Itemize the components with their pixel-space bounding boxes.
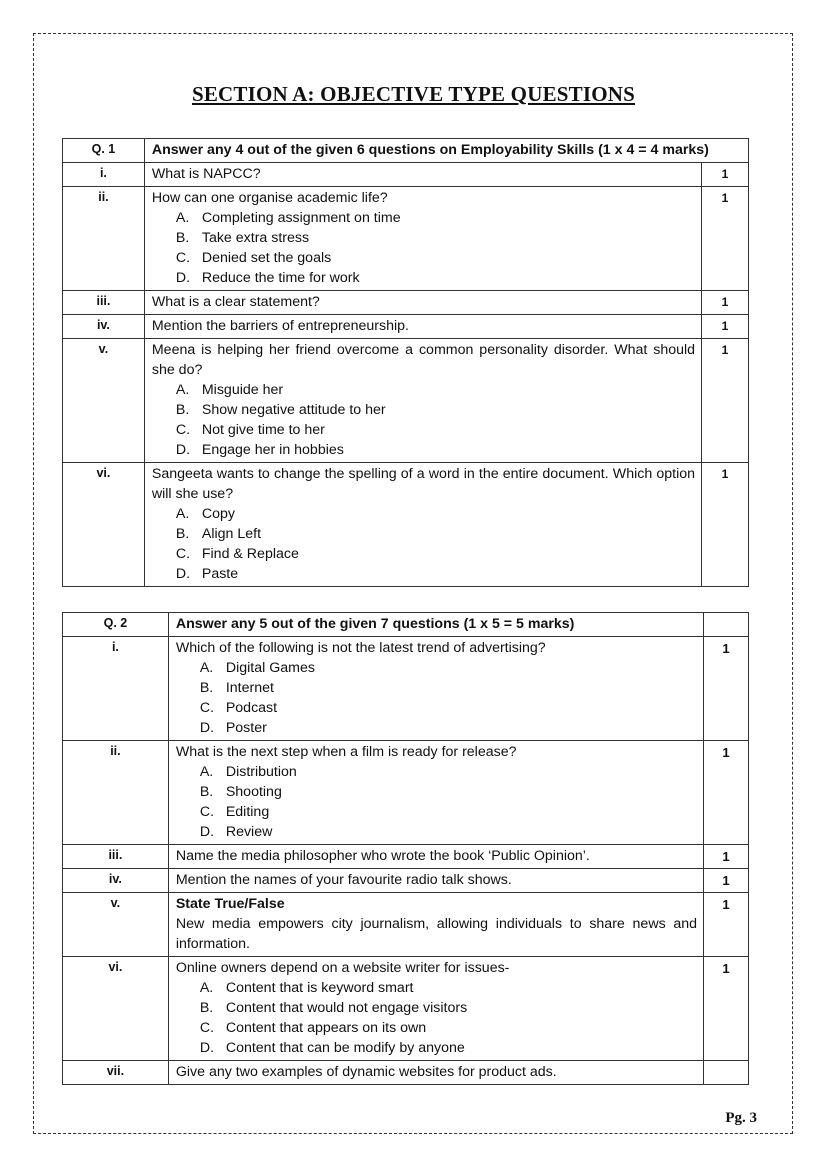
option-text: Distribution [225,764,297,780]
item-marks: 1 [702,339,749,463]
item-text: Name the media philosopher who wrote the book ‘Public Opinion’. [168,845,703,869]
question-heading: Answer any 5 out of the given 7 questions (1 x 5 = 5 marks) [168,613,703,637]
item-body [144,463,701,587]
option-letter: C. [199,700,215,716]
item-number: iii. [63,291,145,315]
option-a [176,208,695,228]
option-text: Internet [225,680,274,696]
item-number: ii. [63,741,169,845]
option-letter: B. [199,680,214,696]
option-text: Find & Replace [201,546,299,562]
item-text: Mention the barriers of entrepreneurship. [144,315,701,339]
option-letter: A. [175,210,190,226]
option-letter: A. [199,764,214,780]
item-number: iii. [63,845,169,869]
item-body [168,637,703,741]
option-text: Misguide her [201,382,284,398]
option-c [176,248,695,268]
option-list [152,504,695,584]
item-number: ii. [63,187,145,291]
item-marks: 1 [704,637,749,741]
empty-marks-cell [704,613,749,637]
option-text: Content that would not engage visitors [225,1000,468,1016]
option-letter: A. [199,980,214,996]
option-letter: A. [175,382,190,398]
option-text: Copy [201,506,235,522]
option-letter: D. [175,566,191,582]
option-b [200,678,697,698]
option-letter: D. [175,442,191,458]
option-a [200,658,697,678]
option-letter: C. [175,422,191,438]
option-d [200,718,697,738]
option-c [200,698,697,718]
item-text: What is a clear statement? [144,291,701,315]
item-text: How can one organise academic life? [151,190,388,206]
option-text: Reduce the time for work [201,270,360,286]
option-b [176,228,695,248]
option-text: Shooting [225,784,282,800]
item-text: What is NAPCC? [144,163,701,187]
option-b [176,524,695,544]
option-letter: C. [175,546,191,562]
item-body [168,741,703,845]
item-number: i. [63,163,145,187]
question-number: Q. 1 [63,139,145,163]
question-2-table [62,612,749,1085]
option-b [176,400,695,420]
option-letter: B. [199,1000,214,1016]
option-text: Engage her in hobbies [201,442,344,458]
q2-row-iii [63,845,749,869]
option-text: Take extra stress [201,230,310,246]
option-letter: B. [175,230,190,246]
item-body [168,893,703,957]
page-number: Pg. 3 [725,1110,757,1126]
option-text: Review [225,824,273,840]
option-c [200,802,697,822]
item-number: v. [63,339,145,463]
option-letter: D. [199,824,215,840]
item-text: New media empowers city journalism, allowing individuals to share news and information. [175,916,698,952]
option-letter: C. [199,804,215,820]
item-text: Mention the names of your favourite radio talk shows. [168,869,703,893]
option-letter: B. [199,784,214,800]
option-a [176,504,695,524]
item-marks: 1 [702,291,749,315]
item-label: State True/False [175,896,285,912]
q1-row-iv [63,315,749,339]
item-marks: 1 [704,845,749,869]
option-text: Denied set the goals [201,250,332,266]
option-letter: A. [199,660,214,676]
option-list [152,380,695,460]
q1-row-v [63,339,749,463]
question-heading: Answer any 4 out of the given 6 questions on Employability Skills (1 x 4 = 4 marks) [144,139,748,163]
q2-row-ii [63,741,749,845]
q2-row-v [63,893,749,957]
option-c [176,420,695,440]
q2-row-vi [63,957,749,1061]
section-title: SECTION A: OBJECTIVE TYPE QUESTIONS [191,82,636,106]
option-text: Show negative attitude to her [201,402,386,418]
question-number: Q. 2 [63,613,169,637]
item-number: iv. [63,315,145,339]
option-a [200,762,697,782]
option-text: Digital Games [225,660,315,676]
q2-row-vii [63,1061,749,1085]
option-letter: D. [199,720,215,736]
option-d [176,564,695,584]
item-body [168,957,703,1061]
option-d [200,822,697,842]
q1-row-i [63,163,749,187]
item-marks: 1 [704,741,749,845]
option-a [200,978,697,998]
option-d [200,1038,697,1058]
q2-row-i [63,637,749,741]
option-text: Paste [201,566,239,582]
option-text: Content that can be modify by anyone [225,1040,465,1056]
option-list [176,658,697,738]
option-letter: D. [175,270,191,286]
item-number: iv. [63,869,169,893]
item-marks: 1 [702,163,749,187]
q1-row-ii [63,187,749,291]
option-text: Align Left [201,526,262,542]
option-text: Podcast [225,700,278,716]
option-list [176,978,697,1058]
option-text: Content that appears on its own [225,1020,427,1036]
item-number: v. [63,893,169,957]
option-letter: A. [175,506,190,522]
option-d [176,268,695,288]
q1-row-iii [63,291,749,315]
item-text: Sangeeta wants to change the spelling of a word in the entire document. Which option will she use? [151,466,696,502]
item-marks: 1 [704,957,749,1061]
option-letter: D. [199,1040,215,1056]
option-b [200,998,697,1018]
q1-header-row [63,139,749,163]
option-text: Not give time to her [201,422,325,438]
q1-row-vi [63,463,749,587]
item-text: Which of the following is not the latest trend of advertising? [175,640,546,656]
option-c [200,1018,697,1038]
item-marks: 1 [702,315,749,339]
option-b [200,782,697,802]
item-number: vii. [63,1061,169,1085]
item-number: vi. [63,463,145,587]
option-letter: B. [175,526,190,542]
option-letter: C. [175,250,191,266]
item-number: vi. [63,957,169,1061]
item-text: What is the next step when a film is ready for release? [175,744,517,760]
item-text: Meena is helping her friend overcome a common personality disorder. What should she do? [151,342,696,378]
item-marks [704,1061,749,1085]
item-text: Give any two examples of dynamic websites for product ads. [168,1061,703,1085]
q2-header-row [63,613,749,637]
item-marks: 1 [702,463,749,587]
option-a [176,380,695,400]
item-number: i. [63,637,169,741]
item-marks: 1 [704,869,749,893]
question-1-table [62,138,749,587]
option-text: Completing assignment on time [201,210,401,226]
option-text: Poster [225,720,267,736]
item-marks: 1 [704,893,749,957]
option-d [176,440,695,460]
option-letter: B. [175,402,190,418]
item-text: Online owners depend on a website writer for issues- [175,960,510,976]
option-text: Editing [225,804,270,820]
option-c [176,544,695,564]
option-text: Content that is keyword smart [225,980,414,996]
q2-row-iv [63,869,749,893]
option-list [176,762,697,842]
option-list [152,208,695,288]
item-marks: 1 [702,187,749,291]
option-letter: C. [199,1020,215,1036]
item-body [144,339,701,463]
item-body [144,187,701,291]
